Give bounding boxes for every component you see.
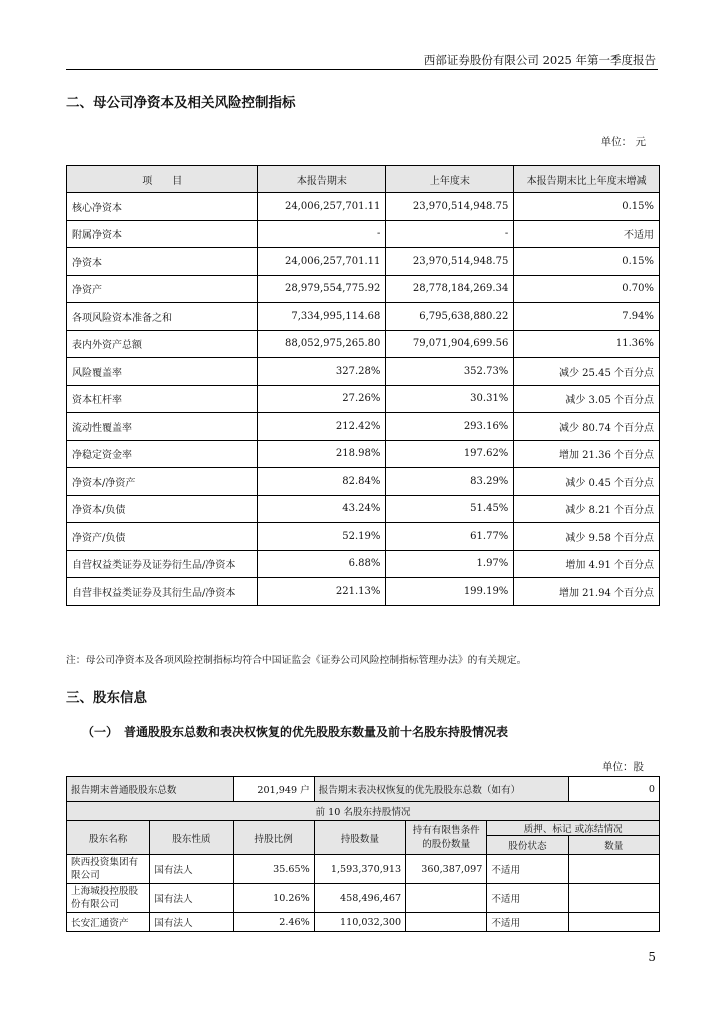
row-name: 净资产 xyxy=(67,275,258,303)
unit-label-yuan: 单位： 元 xyxy=(600,136,646,148)
top10-title: 前 10 名股东持股情况 xyxy=(67,802,660,821)
row-current: 327.28% xyxy=(258,358,386,386)
row-name: 净资产/负债 xyxy=(67,523,258,551)
preferred-shareholders-label: 报告期末表决权恢复的优先股股东总数（如有） xyxy=(314,777,568,802)
shareholder-table xyxy=(66,776,660,932)
shareholder-total-row xyxy=(67,777,660,802)
table-row xyxy=(67,193,660,221)
row-prior: 83.29% xyxy=(386,468,514,496)
table-row xyxy=(67,413,660,441)
row-name: 净资本/负债 xyxy=(67,495,258,523)
row-change: 减少 0.45 个百分点 xyxy=(514,468,660,496)
row-current: 82.84% xyxy=(258,468,386,496)
table-row xyxy=(67,550,660,578)
shareholder-ratio: 2.46% xyxy=(233,913,314,932)
row-change: 7.94% xyxy=(514,303,660,331)
row-name: 净资本 xyxy=(67,248,258,276)
row-prior: 199.19% xyxy=(386,578,514,606)
subsection-title-shareholder-table: （一） 普通股股东总数和表决权恢复的优先股股东数量及前十名股东持股情况表 xyxy=(82,725,509,739)
column-header-name: 股东名称 xyxy=(67,821,150,855)
unit-label-shares: 单位：股 xyxy=(602,761,644,773)
column-header-restricted: 持有有限售条件的股份数量 xyxy=(406,821,487,855)
row-change: 减少 80.74 个百分点 xyxy=(514,413,660,441)
row-change: 不适用 xyxy=(514,220,660,248)
row-current: 27.26% xyxy=(258,385,386,413)
row-change: 减少 3.05 个百分点 xyxy=(514,385,660,413)
row-name: 核心净资本 xyxy=(67,193,258,221)
row-prior: 51.45% xyxy=(386,495,514,523)
table-header-row xyxy=(67,166,660,193)
row-current: 218.98% xyxy=(258,440,386,468)
page-number: 5 xyxy=(648,950,656,964)
row-name: 资本杠杆率 xyxy=(67,385,258,413)
table-row xyxy=(67,358,660,386)
column-header-prior: 上年度末 xyxy=(386,166,514,193)
table-row xyxy=(67,523,660,551)
row-name: 表内外资产总额 xyxy=(67,330,258,358)
row-prior: 28,778,184,269.34 xyxy=(386,275,514,303)
row-change: 增加 21.36 个百分点 xyxy=(514,440,660,468)
table-row xyxy=(67,855,660,884)
row-change: 增加 21.94 个百分点 xyxy=(514,578,660,606)
column-header-current: 本报告期末 xyxy=(258,166,386,193)
shareholder-status: 不适用 xyxy=(487,884,568,913)
row-current: 24,006,257,701.11 xyxy=(258,248,386,276)
shareholder-shares: 458,496,467 xyxy=(314,884,405,913)
row-prior: 197.62% xyxy=(386,440,514,468)
shareholder-status: 不适用 xyxy=(487,913,568,932)
shareholder-ratio: 35.65% xyxy=(233,855,314,884)
row-current: 43.24% xyxy=(258,495,386,523)
table-row xyxy=(67,440,660,468)
row-current: 7,334,995,114.68 xyxy=(258,303,386,331)
table-row xyxy=(67,495,660,523)
regulatory-note: 注：母公司净资本及各项风险控制指标均符合中国证监会《证券公司风险控制指标管理办法》的有关规定。 xyxy=(66,655,527,666)
row-change: 0.15% xyxy=(514,248,660,276)
column-header-status: 股份状态 xyxy=(487,836,568,855)
row-name: 净稳定资金率 xyxy=(67,440,258,468)
row-name: 自营非权益类证券及其衍生品/净资本 xyxy=(67,578,258,606)
column-header-ratio: 持股比例 xyxy=(233,821,314,855)
column-header-shares: 持股数量 xyxy=(314,821,405,855)
row-current: 221.13% xyxy=(258,578,386,606)
row-name: 流动性覆盖率 xyxy=(67,413,258,441)
section-title-shareholders: 三、股东信息 xyxy=(66,690,147,706)
table-row xyxy=(67,578,660,606)
report-header-title: 西部证券股份有限公司 2025 年第一季度报告 xyxy=(423,53,656,67)
row-prior: 23,970,514,948.75 xyxy=(386,193,514,221)
total-shareholders-value: 201,949 户 xyxy=(233,777,314,802)
shareholder-restricted: 360,387,097 xyxy=(406,855,487,884)
shareholder-qty xyxy=(568,884,659,913)
section-title-net-capital: 二、母公司净资本及相关风险控制指标 xyxy=(66,95,296,111)
column-header-item: 项 目 xyxy=(67,166,258,193)
shareholder-status: 不适用 xyxy=(487,855,568,884)
row-prior: 1.97% xyxy=(386,550,514,578)
shareholder-name: 长安汇通资产 xyxy=(67,913,150,932)
header-divider xyxy=(66,69,658,70)
row-current: - xyxy=(258,220,386,248)
shareholder-restricted xyxy=(406,884,487,913)
table-row xyxy=(67,220,660,248)
row-change: 减少 25.45 个百分点 xyxy=(514,358,660,386)
shareholder-shares: 110,032,300 xyxy=(314,913,405,932)
preferred-shareholders-value: 0 xyxy=(568,777,659,802)
row-prior: 352.73% xyxy=(386,358,514,386)
row-current: 52.19% xyxy=(258,523,386,551)
table-row xyxy=(67,468,660,496)
row-change: 0.15% xyxy=(514,193,660,221)
shareholder-name: 陕西投资集团有限公司 xyxy=(67,855,150,884)
table-row xyxy=(67,385,660,413)
shareholder-nature: 国有法人 xyxy=(150,884,233,913)
shareholder-shares: 1,593,370,913 xyxy=(314,855,405,884)
table-row xyxy=(67,303,660,331)
row-prior: 293.16% xyxy=(386,413,514,441)
row-name: 净资本/净资产 xyxy=(67,468,258,496)
row-prior: 6,795,638,880.22 xyxy=(386,303,514,331)
row-prior: - xyxy=(386,220,514,248)
row-change: 11.36% xyxy=(514,330,660,358)
row-current: 88,052,975,265.80 xyxy=(258,330,386,358)
table-row xyxy=(67,330,660,358)
row-prior: 23,970,514,948.75 xyxy=(386,248,514,276)
row-prior: 61.77% xyxy=(386,523,514,551)
row-current: 212.42% xyxy=(258,413,386,441)
shareholder-qty xyxy=(568,913,659,932)
shareholder-qty xyxy=(568,855,659,884)
row-change: 减少 8.21 个百分点 xyxy=(514,495,660,523)
shareholder-header-row xyxy=(67,821,660,836)
shareholder-nature: 国有法人 xyxy=(150,855,233,884)
shareholder-restricted xyxy=(406,913,487,932)
row-name: 自营权益类证券及证券衍生品/净资本 xyxy=(67,550,258,578)
column-header-nature: 股东性质 xyxy=(150,821,233,855)
column-header-qty: 数量 xyxy=(568,836,659,855)
row-name: 附属净资本 xyxy=(67,220,258,248)
column-header-change: 本报告期末比上年度末增减 xyxy=(514,166,660,193)
shareholder-nature: 国有法人 xyxy=(150,913,233,932)
table-row xyxy=(67,248,660,276)
shareholder-name: 上海城投控股股份有限公司 xyxy=(67,884,150,913)
row-current: 24,006,257,701.11 xyxy=(258,193,386,221)
row-change: 减少 9.58 个百分点 xyxy=(514,523,660,551)
shareholder-ratio: 10.26% xyxy=(233,884,314,913)
row-change: 0.70% xyxy=(514,275,660,303)
net-capital-table xyxy=(66,165,660,606)
table-row xyxy=(67,275,660,303)
table-row xyxy=(67,884,660,913)
row-prior: 30.31% xyxy=(386,385,514,413)
column-header-pledge: 质押、标记 或冻结情况 xyxy=(487,821,660,836)
top10-title-row xyxy=(67,802,660,821)
row-current: 6.88% xyxy=(258,550,386,578)
total-shareholders-label: 报告期末普通股股东总数 xyxy=(67,777,234,802)
row-prior: 79,071,904,699.56 xyxy=(386,330,514,358)
table-row xyxy=(67,913,660,932)
row-name: 风险覆盖率 xyxy=(67,358,258,386)
row-change: 增加 4.91 个百分点 xyxy=(514,550,660,578)
row-name: 各项风险资本准备之和 xyxy=(67,303,258,331)
row-current: 28,979,554,775.92 xyxy=(258,275,386,303)
